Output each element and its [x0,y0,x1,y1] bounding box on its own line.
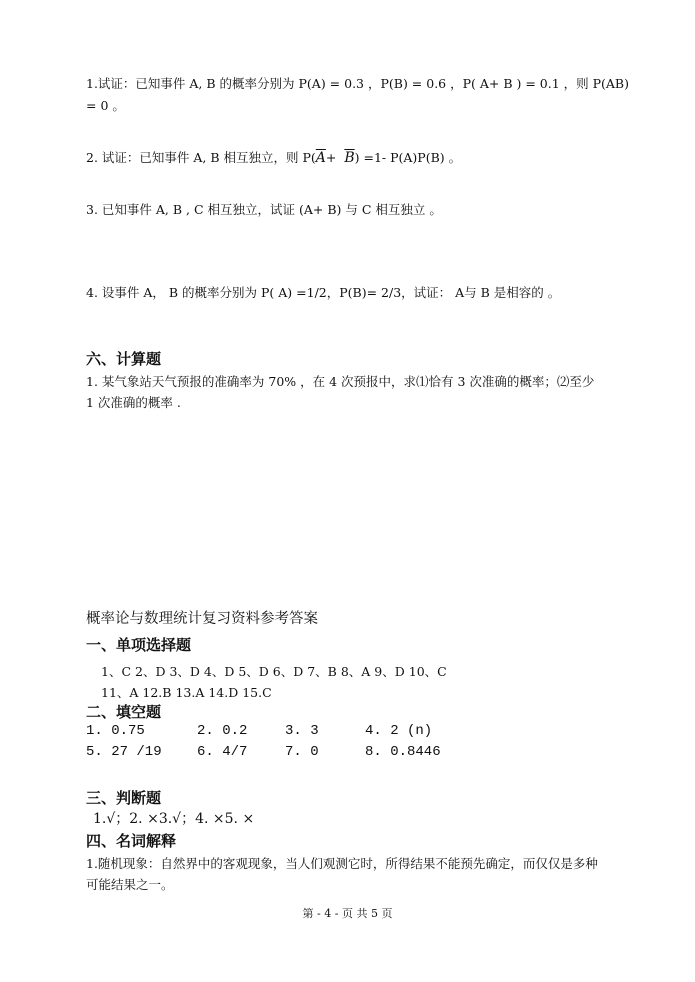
proof-2-suffix: ) =1- P(A)P(B) 。 [354,150,462,165]
calc-q1-line1: 1. 某气象站天气预报的准确率为 70% ，在 4 次预报中，求⑴恰有 3 次准确的概率；⑵至少 [86,374,595,389]
fill-item: 4. 2 (n) [365,723,433,739]
proof-2-a-bar: $\overline{A}$ [315,150,326,166]
mc-row-1: 1、C 2、D 3、D 4、D 5、D 6、D 7、B 8、A 9、D 10、C [101,664,447,679]
proof-2-plus: + [325,150,337,165]
terms-line1: 1.随机现象：自然界中的客观现象，当人们观测它时，所得结果不能预先确定，而仅仅是多种 [86,856,598,871]
fill-item: 6. 4/7 [197,744,248,760]
proof-2-prefix: 2. 试证：已知事件 A, B 相互独立，则 P( [86,150,316,165]
fill-item: 2. 0.2 [197,723,248,739]
proof-2 [86,148,461,166]
fill-item: 1. 0.75 [86,723,145,739]
proof-4: 4. 设事件 A， B 的概率分别为 P( A) =1/2，P(B)= 2/3，试证： A与 B 是相容的 。 [86,285,561,300]
judge-heading: 三、判断题 [86,789,162,807]
mc-heading: 一、单项选择题 [86,636,192,654]
fill-row-2 [86,744,441,760]
fill-item: 3. 3 [285,723,319,739]
fill-item: 8. 0.8446 [365,744,441,760]
terms-heading: 四、名词解释 [86,832,177,850]
fill-heading: 二、填空题 [86,703,162,721]
mc-row-2: 11、A 12.B 13.A 14.D 15.C [101,685,272,700]
fill-item: 7. 0 [285,744,319,760]
proof-3: 3. 已知事件 A, B , C 相互独立，试证 (A+ B) 与 C 相互独立 。 [86,202,442,217]
terms-line2: 可能结果之一。 [86,877,174,892]
fill-item: 5. 27 /19 [86,744,162,760]
fill-row-1 [86,723,432,739]
calc-heading: 六、计算题 [86,350,162,368]
proof-1-line2: = 0 。 [86,98,125,113]
proof-2-b-bar: $\overline{B}$ [344,150,355,166]
page-footer: 第 - 4 - 页 共 5 页 [302,907,393,920]
proof-1-line1: 1.试证：已知事件 A, B 的概率分别为 P(A) = 0.3 ，P(B) = 0.6 ，P( A+ B ) = 0.1 ，则 P(AB) [86,76,629,91]
judge-line: 1.√；2. ×3.√；4. ×5. × [93,811,255,827]
answers-title: 概率论与数理统计复习资料参考答案 [86,611,318,627]
calc-q1-line2: 1 次准确的概率 . [86,395,181,410]
